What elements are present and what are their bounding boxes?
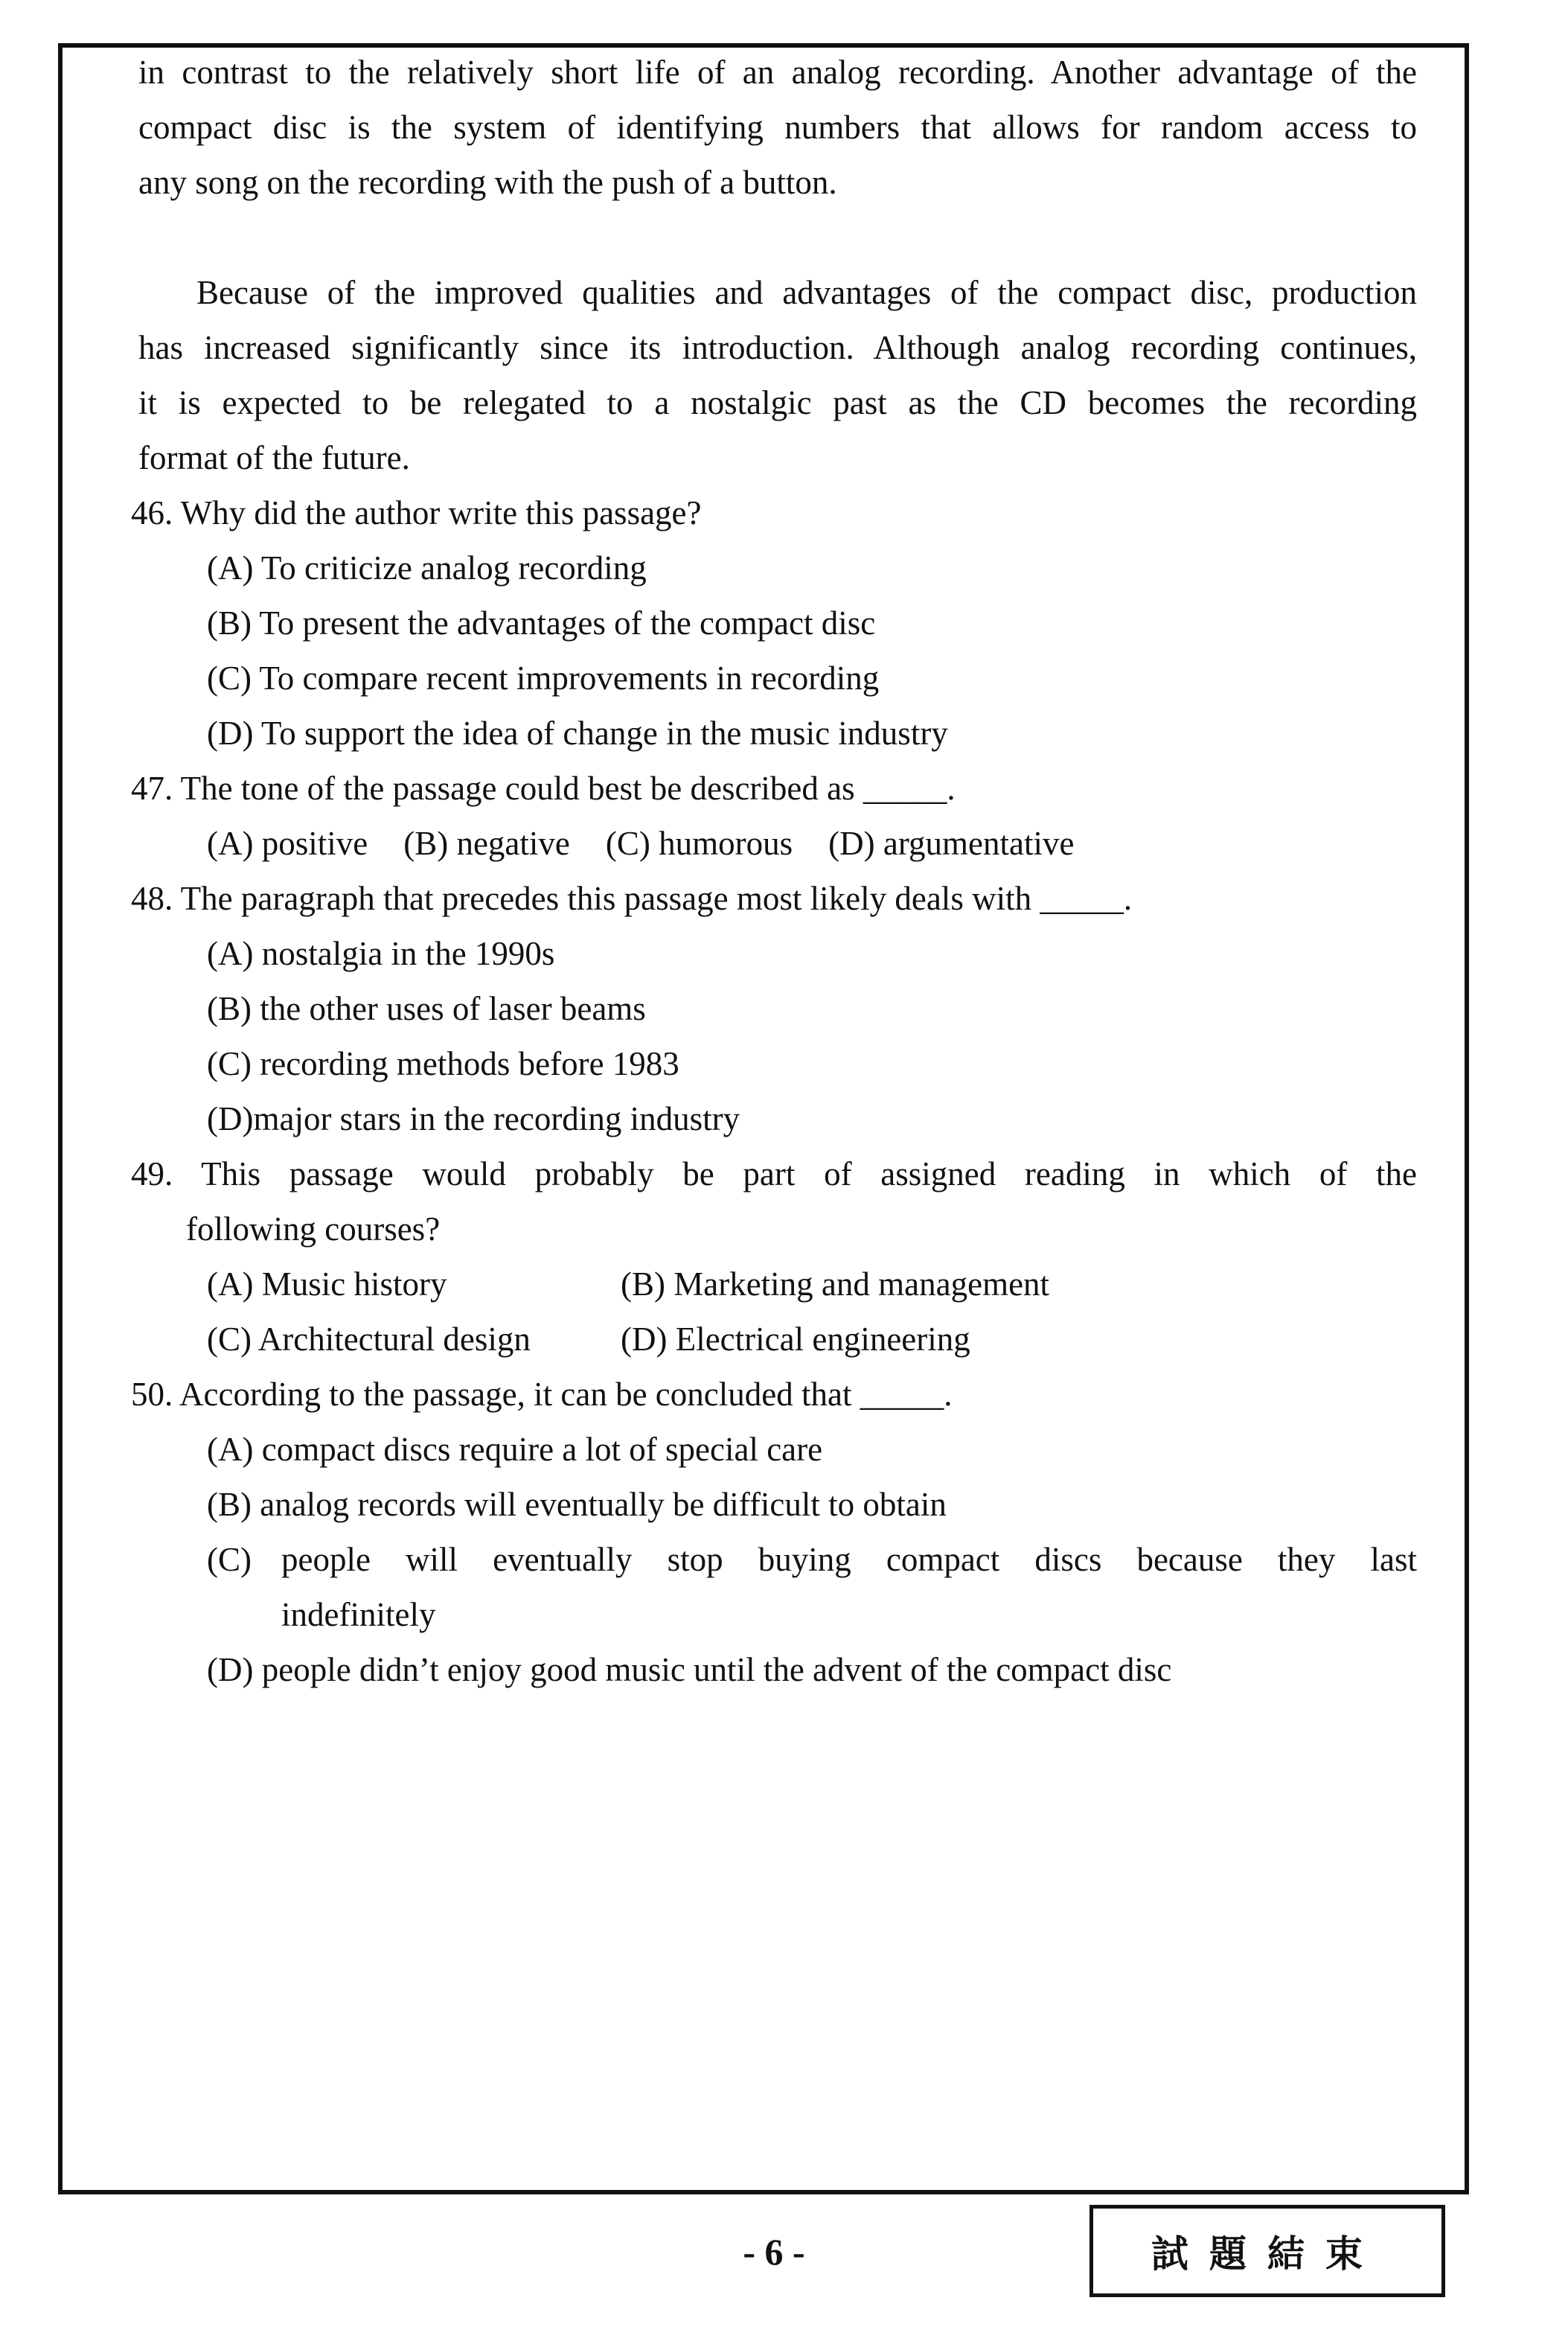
option-d: (D) argumentative [828,825,1075,862]
option-c [138,1532,1417,1642]
passage-line: has increased significantly since its introduction. Although analog recording continues, [138,329,1417,366]
passage-line: format of the future. [138,439,410,476]
question-47 [131,761,1417,871]
passage-line: in contrast to the relatively short life of an analog recording. Another advantage of the [138,54,1417,91]
question-stem: 50. According to the passage, it can be concluded that _____. [131,1376,953,1413]
options-row [138,1312,1417,1367]
exam-end-stamp [1089,2205,1445,2297]
option-d: (D) Electrical engineering [621,1321,970,1358]
passage-line: any song on the recording with the push of a button. [138,164,837,201]
passage-line: it is expected to be relegated to a nostalgic past as the CD becomes the recording [138,384,1417,421]
option-a: (A) Music history [207,1265,447,1303]
question-stem: 49. This passage would probably be part of assigned reading in which of the [131,1155,1417,1192]
option-d: (D)major stars in the recording industry [207,1100,740,1137]
options-row [138,1257,1417,1312]
exam-content [131,45,1417,1697]
question-49 [131,1146,1417,1367]
option-b: (B) To present the advantages of the compact disc [207,604,876,642]
question-stem: 47. The tone of the passage could best be described as _____. [131,770,956,807]
option-b: (B) the other uses of laser beams [207,990,646,1027]
option-b: (B) negative [403,825,570,862]
passage-paragraph-2 [138,265,1417,485]
option-a: (A) positive [207,825,368,862]
option-text-line: indefinitely [281,1596,436,1633]
option-text [281,1532,1417,1642]
option-c: (C) recording methods before 1983 [207,1045,679,1082]
option-label: (C) [207,1541,252,1578]
passage-line: compact disc is the system of identifying numbers that allows for random access to [138,109,1417,146]
question-48 [131,871,1417,1146]
option-c: (C) To compare recent improvements in recording [207,660,880,697]
question-50 [131,1367,1417,1697]
question-46 [131,485,1417,761]
option-c: (C) humorous [605,825,793,862]
option-b: (B) Marketing and management [621,1265,1050,1303]
question-stem-line-2: following courses? [186,1210,441,1248]
question-stem: 48. The paragraph that precedes this passage most likely deals with _____. [131,880,1133,917]
paragraph-gap [138,210,1417,265]
option-text-line: people will eventually stop buying compact discs because they last [281,1541,1417,1578]
passage-paragraph-1 [138,45,1417,210]
option-a: (A) compact discs require a lot of special care [207,1431,823,1468]
option-a: (A) nostalgia in the 1990s [207,935,555,972]
option-a: (A) To criticize analog recording [207,549,647,587]
options-row [138,816,1417,871]
exam-end-label: 試題結束 [1151,2232,1383,2276]
option-d: (D) To support the idea of change in the music industry [207,715,948,752]
page-number: - 6 - [743,2231,805,2273]
question-stem-line-1 [131,1146,1417,1201]
option-c: (C) Architectural design [207,1321,531,1358]
option-b: (B) analog records will eventually be difficult to obtain [207,1486,947,1523]
question-stem: 46. Why did the author write this passage? [131,494,702,531]
option-d: (D) people didn’t enjoy good music until the advent of the compact disc [207,1651,1172,1688]
passage-line: Because of the improved qualities and advantages of the compact disc, production [196,274,1417,311]
